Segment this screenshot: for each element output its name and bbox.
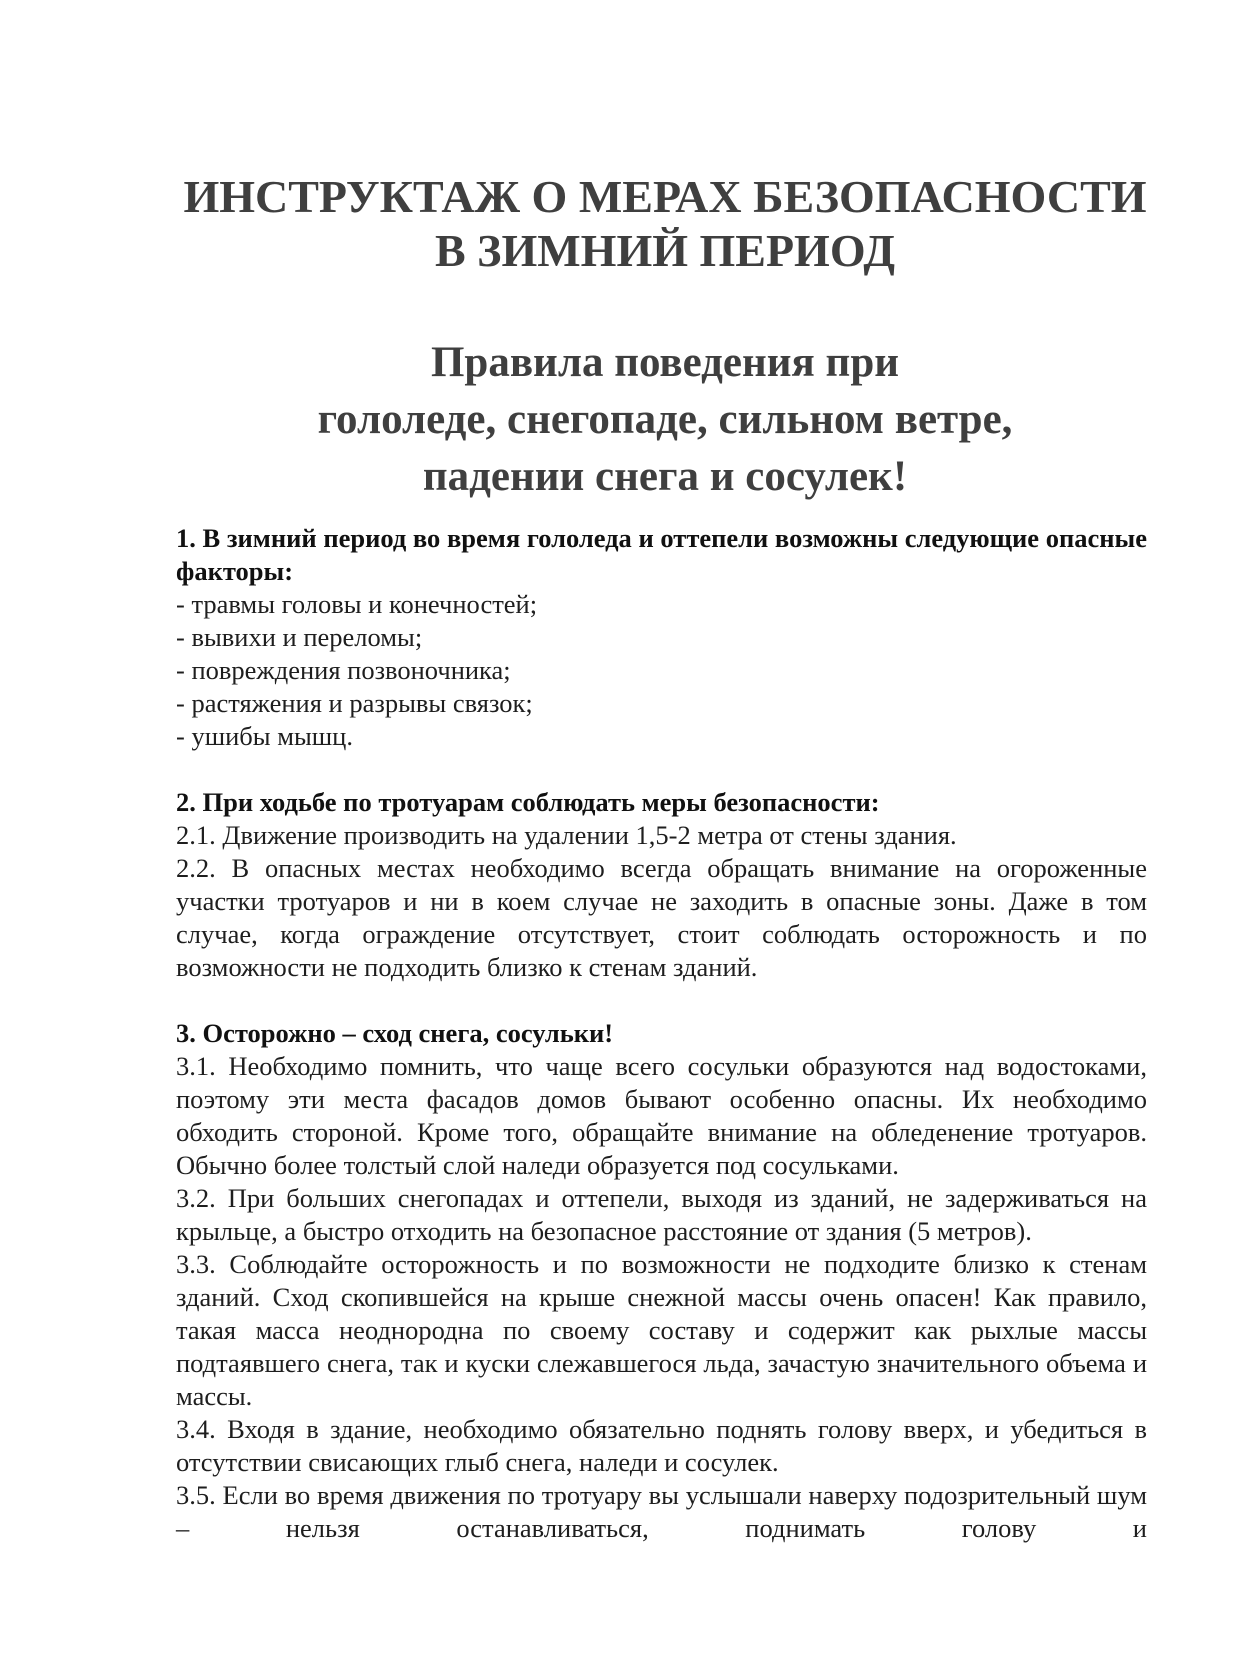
subtitle-line-3: падении снега и сосулек! — [422, 453, 908, 500]
spacer — [176, 753, 1147, 786]
paragraph-3-5: 3.5. Если во время движения по тротуару вы услышали наверху подозрительный шум – нельзя останавливаться, поднимать голову и — [176, 1480, 1147, 1543]
document-body — [176, 522, 1147, 1545]
list-item: - растяжения и разрывы связок; — [176, 688, 533, 718]
list-item: - повреждения позвоночника; — [176, 655, 511, 685]
document-title — [176, 170, 1154, 278]
section-1 — [176, 522, 1147, 753]
section-3-heading: 3. Осторожно – сход снега, сосульки! — [176, 1018, 614, 1048]
list-item: - ушибы мышц. — [176, 721, 353, 751]
section-3 — [176, 1017, 1147, 1545]
spacer — [176, 984, 1147, 1017]
paragraph-3-3: 3.3. Соблюдайте осторожность и по возможности не подходите близко к стенам зданий. Сход скопившейся на крыше снежной массы очень опасен! Как правило, такая масса неоднородна по своему составу и содержит как рыхлые массы подтаявшего снега, так и куски слежавшегося льда, зачастую значительного объема и массы. — [176, 1249, 1147, 1411]
document-subtitle — [176, 334, 1154, 505]
subtitle-line-2: гололеде, снегопаде, сильном ветре, — [317, 396, 1013, 443]
paragraph-2-1: 2.1. Движение производить на удалении 1,5-2 метра от стены здания. — [176, 820, 957, 850]
paragraph-3-1: 3.1. Необходимо помнить, что чаще всего сосульки образуются над водостоками, поэтому эти места фасадов домов бывают особенно опасны. Их необходимо обходить стороной. Кроме того, обращайте внимание на обледенение тротуаров. Обычно более толстый слой наледи образуется под сосульками. — [176, 1051, 1147, 1180]
title-line-1: ИНСТРУКТАЖ О МЕРАХ БЕЗОПАСНОСТИ — [183, 171, 1147, 222]
paragraph-2-2: 2.2. В опасных местах необходимо всегда обращать внимание на огороженные участки тротуаров и ни в коем случае не заходить в опасные зоны. Даже в том случае, когда ограждение отсутствует, стоит соблюдать осторожность и по возможности не подходить близко к стенам зданий. — [176, 853, 1147, 982]
section-1-heading: 1. В зимний период во время гололеда и оттепели возможны следующие опасные факторы: — [176, 523, 1147, 586]
title-line-2: В ЗИМНИЙ ПЕРИОД — [435, 225, 895, 276]
subtitle-line-1: Правила поведения при — [430, 339, 900, 386]
section-2-heading: 2. При ходьбе по тротуарам соблюдать меры безопасности: — [176, 787, 880, 817]
list-item: - травмы головы и конечностей; — [176, 589, 538, 619]
paragraph-3-2: 3.2. При больших снегопадах и оттепели, выходя из зданий, не задерживаться на крыльце, а быстро отходить на безопасное расстояние от здания (5 метров). — [176, 1183, 1147, 1246]
section-2 — [176, 786, 1147, 984]
paragraph-3-4: 3.4. Входя в здание, необходимо обязательно поднять голову вверх, и убедиться в отсутствии свисающих глыб снега, наледи и сосулек. — [176, 1414, 1147, 1477]
list-item: - вывихи и переломы; — [176, 622, 423, 652]
